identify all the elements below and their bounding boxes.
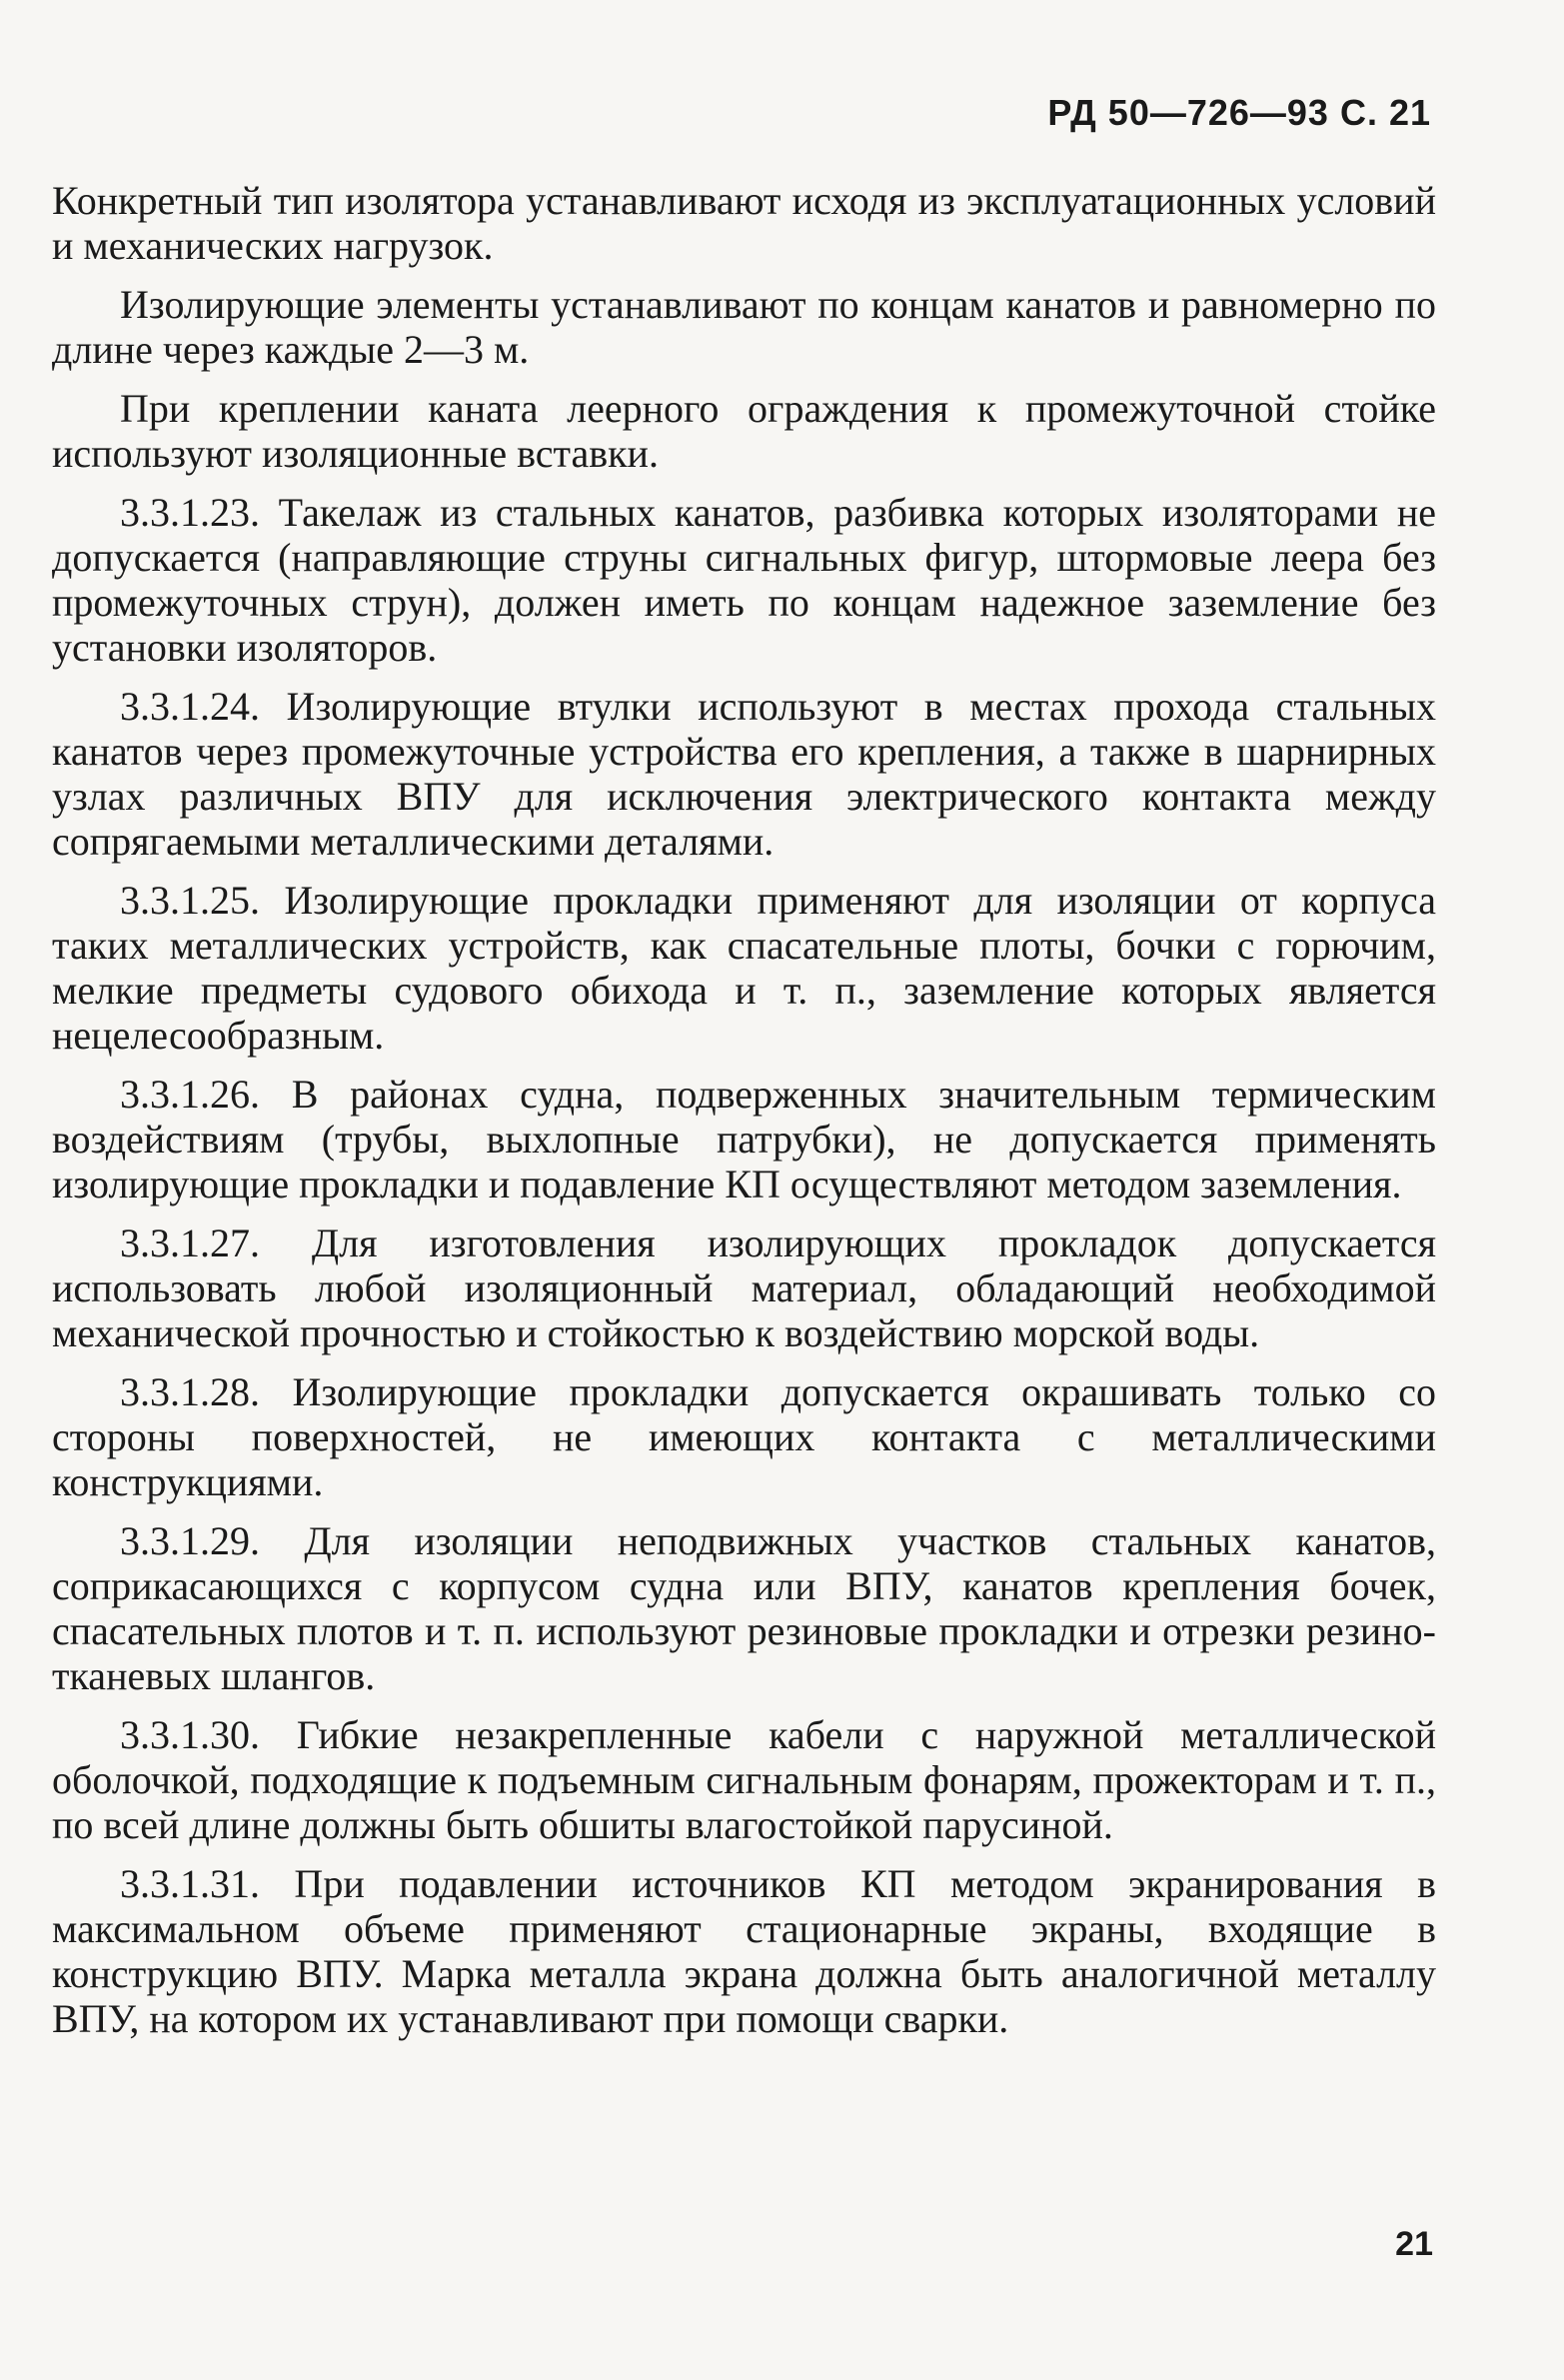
body-text [52, 178, 1436, 2055]
running-header: РД 50—726—93 С. 21 [1047, 92, 1431, 133]
paragraph: Изолирующие элементы устанавливают по концам канатов и равномерно по длине через каждые 2—3 м. [52, 282, 1436, 372]
clause-3-3-1-29: 3.3.1.29. Для изоляции неподвижных участков стальных канатов, соприкасающихся с корпусом судна или ВПУ, канатов крепления бочек, спасательных плотов и т. п. используют резиновые прокладки и отрезки резино-тканевых шлангов. [52, 1518, 1436, 1698]
clause-3-3-1-26: 3.3.1.26. В районах судна, подверженных значительным термическим воздействиям (трубы, выхлопные патрубки), не допускается применять изолирующие прокладки и подавление КП осуществляют методом заземления. [52, 1072, 1436, 1206]
clause-3-3-1-27: 3.3.1.27. Для изготовления изолирующих прокладок допускается использовать любой изоляционный материал, обладающий необходимой механической прочностью и стойкостью к воздействию морской воды. [52, 1220, 1436, 1355]
clause-3-3-1-24: 3.3.1.24. Изолирующие втулки используют в местах прохода стальных канатов через промежуточные устройства его крепления, а также в шарнирных узлах различных ВПУ для исключения электрического контакта между сопрягаемыми металлическими деталями. [52, 684, 1436, 864]
clause-3-3-1-28: 3.3.1.28. Изолирующие прокладки допускается окрашивать только со стороны поверхностей, не имеющих контакта с металлическими конструкциями. [52, 1369, 1436, 1504]
paragraph: Конкретный тип изолятора устанавливают исходя из эксплуатационных условий и механических нагрузок. [52, 178, 1436, 268]
clause-3-3-1-30: 3.3.1.30. Гибкие незакрепленные кабели с наружной металлической оболочкой, подходящие к подъемным сигнальным фонарям, прожекторам и т. п., по всей длине должны быть обшиты влагостойкой парусиной. [52, 1712, 1436, 1847]
clause-3-3-1-25: 3.3.1.25. Изолирующие прокладки применяют для изоляции от корпуса таких металлических устройств, как спасательные плоты, бочки с горючим, мелкие предметы судового обихода и т. п., заземление которых является нецелесообразным. [52, 878, 1436, 1058]
clause-3-3-1-31: 3.3.1.31. При подавлении источников КП методом экранирования в максимальном объеме применяют стационарные экраны, входящие в конструкцию ВПУ. Марка металла экрана должна быть аналогичной металлу ВПУ, на котором их устанавливают при помощи сварки. [52, 1861, 1436, 2041]
clause-3-3-1-23: 3.3.1.23. Такелаж из стальных канатов, разбивка которых изоляторами не допускается (направляющие струны сигнальных фигур, штормовые леера без промежуточных струн), должен иметь по концам надежное заземление без установки изоляторов. [52, 490, 1436, 670]
page-number: 21 [1395, 2225, 1433, 2263]
paragraph: При креплении каната леерного ограждения к промежуточной стойке используют изоляционные вставки. [52, 386, 1436, 476]
